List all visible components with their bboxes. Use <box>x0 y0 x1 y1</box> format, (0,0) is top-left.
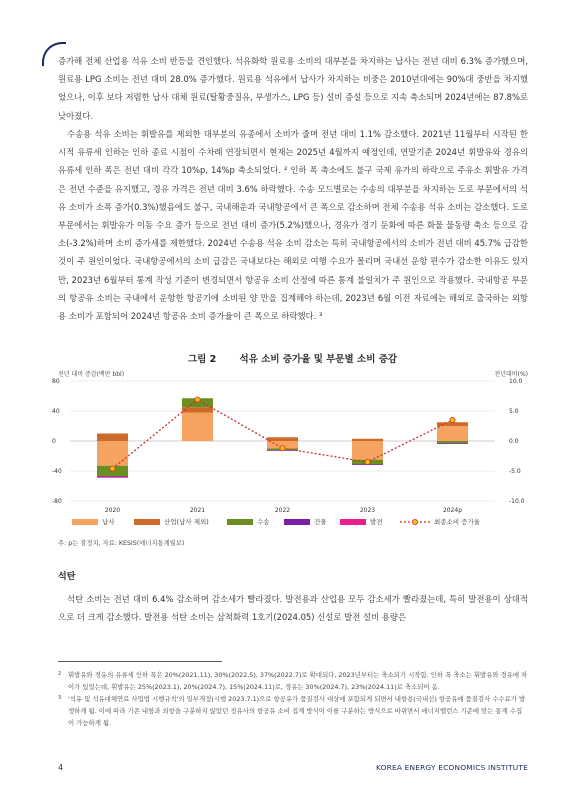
legend-swatch <box>134 519 160 525</box>
y-tick-label: 0 <box>52 438 56 445</box>
growth-line <box>113 400 453 469</box>
growth-point <box>110 466 115 471</box>
bar-segment <box>97 434 128 442</box>
bar-segment <box>97 476 128 477</box>
paragraph-coal: 석탄 소비는 전년 대비 6.4% 감소하며 감소세가 빨라졌다. 발전용과 산업용 모두 감소세가 빨라졌는데, 특히 발전용이 상대적으로 더 크게 감소했다. 발전용 석탄 소비는 삼척화력 1호기(2024.05) 신설로 발전 설비 용량은 <box>58 594 528 623</box>
legend-label: 발전 <box>370 518 383 526</box>
y-tick-label: -40 <box>52 468 62 475</box>
x-tick-label: 2022 <box>274 507 291 514</box>
growth-point <box>450 417 455 422</box>
x-tick-label: 2024p <box>442 507 463 514</box>
y-tick-label: 80 <box>52 378 60 385</box>
footnote-3 <box>58 693 528 729</box>
y2-tick-label: 5.0 <box>509 408 519 415</box>
paragraph-transport: 수송용 석유 소비는 휘발유를 제외한 대부분의 유종에서 소비가 줄며 전년 대비 1.1% 감소했다. 2021년 11월부터 시작된 한시적 유류세 인하는 인하 종료 시점이 수차례 연장되면서 현재는 2025년 4월까지 예정인데, 연말기준 2024년 휘발유와 경유의 유류세 인하 폭은 전년 대비 각각 10%p, 14%p 축소되었다. ² 인하 폭 축소에도 불구 국제 유가의 하락으로 주유소 휘발유 가격은 전년 수준을 유지했고, 경유 가격은 전년 대비 3.6% 하락했다. 수송 모드별로는 수송의 대부분을 차지하는 도로 부문에서의 석유 소비가 소폭 증가(0.3%)했음에도 불구, 국내해운과 국내항공에서 큰 폭으로 감소하며 전체 수송용 석유 소비는 감소했다. 도로 부문에서는 휘발유가 이동 수요 증가 등으로 전년 대비 증가(5.2%)했으나, 경유가 경기 둔화에 따른 화물 물동량 축소 등으로 감소(-3.2%)하며 소비 증가세를 제한했다. 2024년 수송용 석유 소비 감소는 특히 국내항공에서의 소비가 전년 대비 45.7% 급감한 것이 주 원인이었다. 국내항공에서의 소비 급감은 국내보다는 해외로 여행 수요가 몰리며 국내선 운항 편수가 감소한 이유도 있지만, 2023년 6월부터 통계 작성 기준이 변경되면서 항공유 소비 산정에 따른 통계 불일치가 주 원인으로 작용했다. 국내항공 부문의 항공유 소비는 국내에서 운항한 항공기에 소비된 양 만을 집계해야 하는데, 2023년 6월 이전 자료에는 해외로 출국하는 외항용 소비가 포함되어 2024년 항공유 소비 증가율이 큰 폭으로 하락했다. ³ <box>58 129 528 322</box>
footnotes <box>58 669 528 729</box>
legend-swatch <box>227 519 253 525</box>
y2-tick-label: -5.0 <box>509 468 521 475</box>
bar-segment <box>437 441 468 443</box>
x-tick-label: 2021 <box>189 507 206 514</box>
y-tick-label: 40 <box>52 408 60 415</box>
legend-swatch <box>72 519 98 525</box>
chart-growth-line <box>110 397 455 471</box>
x-tick-label: 2023 <box>359 507 376 514</box>
legend-item-naphtha <box>72 517 115 526</box>
paragraph-industrial: 증가해 전체 산업용 석유 소비 반등을 견인했다. 석유화학 원료용 소비의 대부분을 차지하는 납사는 전년 대비 6.3% 증가했으며, 원료용 LPG 소비는 전년 대비 28.0% 증가했다. 원료용 석유에서 납사가 차지하는 비중은 2010년대에는 90%대 중반을 차지했었으나, 이후 보다 저렴한 납사 대체 원료(탈황중질유, 부생가스, LPG 등) 설비 증설 등으로 지속 축소되며 2024년에는 87.8%로 낮아졌다. <box>58 56 528 121</box>
bar-segment <box>97 477 128 478</box>
footnote-text: '석유 및 석유대체연료 사업법 시행규칙'의 일부개정(시행 2023.7.1)으로 항공유가 품질검사 대상에 포함되게 되면서 내항용(국내선) 항공유에 품질검사 수수료가 발생하게 됨. 이에 따라 기존 내항과 외항을 구분하지 않았던 정유사의 항공유 소비 집계 방식이 이를 구분하는 방식으로 바뀌면서 에너지밸런스 기준에 맞는 통계 수집이 가능하게 됨. <box>68 695 526 727</box>
footnote-number: 2 <box>58 671 62 677</box>
institute-name: KOREA ENERGY ECONOMICS INSTITUTE <box>375 763 528 772</box>
x-tick-label: 2020 <box>104 507 121 514</box>
footnote-text: 휘발유와 경유의 유류세 인하 폭은 20%(2021.11), 30%(2022.5), 37%(2022.7)로 확대되다, 2023년부터는 축소되기 시작함. 인하 폭 축소는 휘발유와 경유에 차이가 있었는데, 휘발유는 25%(2023.1), 20%(2024.7), 15%(2024.11)로, 경유는 30%(2024.7), 23%(2024.11)로 축소되어 옴. <box>68 671 528 691</box>
bar-segment <box>437 443 468 444</box>
growth-point <box>195 397 200 402</box>
left-axis-unit: 전년 대비 증감(백만 bbl) <box>58 371 125 378</box>
figure-caption: 석유 소비 증가율 및 부문별 소비 증감 <box>239 354 398 365</box>
y2-tick-label: 10.0 <box>509 378 523 385</box>
footnote-number: 3 <box>58 695 62 701</box>
y2-tick-label: -10.0 <box>509 498 525 505</box>
growth-point <box>280 446 285 451</box>
footnote-2 <box>58 669 528 693</box>
legend-label: 최종소비 증가율 <box>434 518 481 526</box>
bar-line-chart <box>40 362 545 517</box>
y-tick-label: -80 <box>52 498 62 505</box>
legend-item-building <box>284 517 327 526</box>
legend-swatch <box>284 519 310 525</box>
legend-item-growth <box>400 517 480 526</box>
section-title-coal: 석탄 <box>58 572 76 582</box>
bar-segment <box>352 439 383 441</box>
legend-label: 산업(납사 제외) <box>164 518 209 526</box>
legend-swatch <box>340 519 366 525</box>
page-number: 4 <box>58 763 64 772</box>
legend-label: 납사 <box>102 518 115 526</box>
growth-point <box>365 459 370 464</box>
legend-item-power <box>340 517 383 526</box>
legend-label: 수송 <box>257 518 270 526</box>
legend-label: 건물 <box>314 518 327 526</box>
bar-segment <box>182 407 213 412</box>
figure-number: 그림 2 <box>187 354 217 365</box>
chart-legend <box>72 517 532 529</box>
legend-item-industry <box>134 517 209 526</box>
bar-segment <box>97 441 128 466</box>
figure-note: 주: p는 잠정치, 자료: KESIS(에너지통계월보) <box>58 540 185 547</box>
bar-segment <box>437 426 468 441</box>
bar-segment <box>182 413 213 442</box>
footnote-divider <box>58 661 222 662</box>
chart-bars <box>97 398 468 478</box>
y2-tick-label: 0.0 <box>509 438 519 445</box>
bar-segment <box>267 437 298 441</box>
legend-line-swatch <box>400 518 430 526</box>
right-axis-unit: 전년대비(%) <box>494 371 528 378</box>
legend-item-transport <box>227 517 270 526</box>
